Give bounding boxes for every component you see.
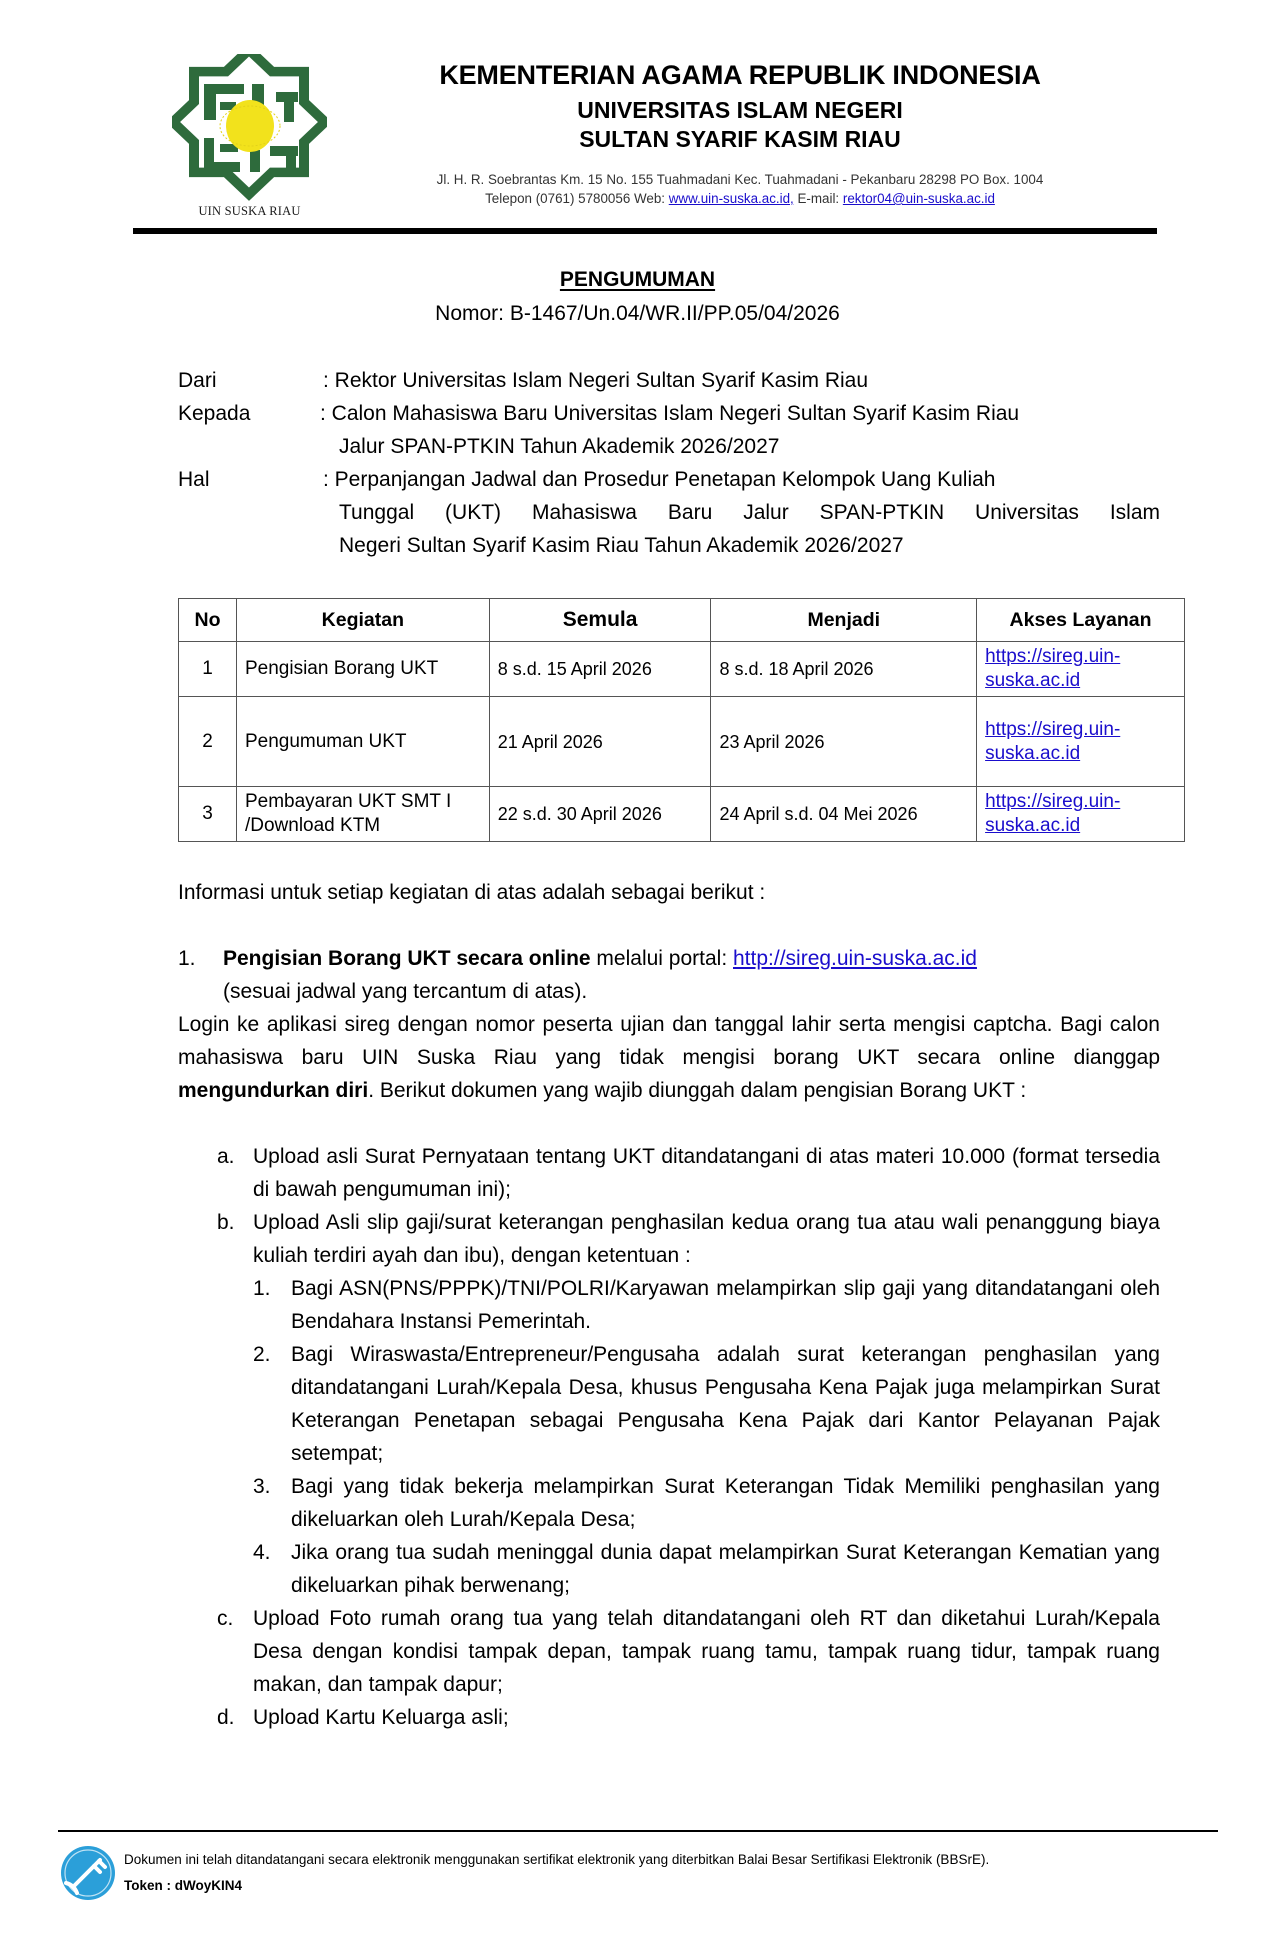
provision-text: Bagi Wiraswasta/Entrepreneur/Pengusaha adalah surat keterangan penghasilan yang ditandatangani Lurah/Kepala Desa, khusus Pengusaha Kena Pajak juga melampirkan Surat Keterangan Penetapan sebagai Pengusaha Kena Pajak dari Kantor Pelayanan Pajak setempat; (291, 1343, 1160, 1465)
cell-menjadi: 24 April s.d. 04 Mei 2026 (711, 787, 977, 842)
to-label: Kepada (178, 402, 251, 425)
bsre-key-icon (58, 1843, 118, 1903)
phone-text: Telepon (0761) 5780056 Web: (485, 191, 669, 206)
university-name-line1: UNIVERSITAS ISLAM NEGERI (577, 97, 903, 123)
header-kegiatan: Kegiatan (236, 599, 489, 642)
sireg-link[interactable] (985, 646, 1120, 691)
provision-marker: 2. (253, 1343, 271, 1366)
university-logo (172, 54, 327, 222)
website-link[interactable]: www.uin-suska.ac.id, (668, 191, 794, 206)
ministry-name: KEMENTERIAN AGAMA REPUBLIK INDONESIA (439, 60, 1041, 90)
from-value: : Rektor Universitas Islam Negeri Sultan Syarif Kasim Riau (323, 369, 869, 392)
from-label: Dari (178, 369, 217, 392)
login-text-1: Login ke aplikasi sireg dengan nomor peserta ujian dan tanggal lahir serta mengisi captcha. Bagi calon mahasiswa baru UIN Suska Riau yang tidak mengisi borang UKT secara online dianggap (178, 1013, 1160, 1069)
list-item-1-bold: Pengisian Borang UKT secara online (223, 947, 591, 970)
meta-from (178, 364, 1160, 397)
cell-semula: 8 s.d. 15 April 2026 (489, 642, 711, 697)
header-akses: Akses Layanan (977, 599, 1185, 642)
cell-kegiatan: Pembayaran UKT SMT I /Download KTM (236, 787, 489, 842)
uin-suska-emblem-icon (172, 54, 327, 202)
provision-4 (253, 1536, 1160, 1602)
letterhead-divider (133, 228, 1157, 234)
e-signature-note: Dokumen ini telah ditandatangani secara elektronik menggunakan sertifikat elektronik yang diterbitkan Balai Besar Sertifikasi Elektronik (BBSrE). (124, 1852, 990, 1867)
cell-kegiatan: Pengumuman UKT (236, 697, 489, 787)
cell-akses (977, 787, 1185, 842)
sub-item-marker: d. (217, 1706, 235, 1729)
cell-kegiatan: Pengisian Borang UKT (236, 642, 489, 697)
to-value-line2: Jalur SPAN-PTKIN Tahun Akademik 2026/2027 (339, 435, 780, 458)
signature-token: Token : dWoyKIN4 (124, 1878, 243, 1893)
list-item-1-portal-label: melalui portal: (590, 947, 733, 970)
link-part1: https://sireg.uin- (985, 718, 1121, 740)
list-item-1-number: 1. (178, 947, 196, 970)
subject-label: Hal (178, 468, 210, 491)
schedule-table (178, 598, 1185, 842)
logo-caption: UIN SUSKA RIAU (198, 204, 301, 218)
link-part1: https://sireg.uin- (985, 646, 1121, 667)
list-item-1-cont: (sesuai jadwal yang tercantum di atas). (223, 980, 588, 1003)
provision-text: Bagi ASN(PNS/PPPK)/TNI/POLRI/Karyawan melampirkan slip gaji yang ditandatangani oleh Bendahara Instansi Pemerintah. (291, 1277, 1160, 1333)
sub-item-a (217, 1140, 1160, 1206)
meta-subject (178, 463, 1160, 562)
cell-akses (977, 642, 1185, 697)
cell-menjadi: 8 s.d. 18 April 2026 (711, 642, 977, 697)
subject-value-line1: : Perpanjangan Jadwal dan Prosedur Penetapan Kelompok Uang Kuliah (323, 468, 996, 491)
university-name-line2: SULTAN SYARIF KASIM RIAU (579, 126, 901, 152)
provision-marker: 3. (253, 1475, 271, 1498)
table-row (179, 642, 1185, 697)
login-paragraph (178, 1008, 1160, 1107)
email-link[interactable]: rektor04@uin-suska.ac.id (842, 191, 995, 206)
link-part2: suska.ac.id (985, 815, 1081, 836)
meta-to (178, 397, 1160, 463)
intro-paragraph: Informasi untuk setiap kegiatan di atas adalah sebagai berikut : (178, 881, 766, 904)
sub-item-text: Upload asli Surat Pernyataan tentang UKT ditandatangani di atas materi 10.000 (format tersedia di bawah pengumuman ini); (253, 1145, 1160, 1201)
table-row (179, 787, 1185, 842)
sub-item-text: Upload Kartu Keluarga asli; (253, 1706, 509, 1729)
subject-value-line2: Tunggal (UKT) Mahasiswa Baru Jalur SPAN-PTKIN Universitas Islam (339, 501, 1160, 524)
subject-value-line3: Negeri Sultan Syarif Kasim Riau Tahun Akademik 2026/2027 (339, 534, 904, 557)
footer-divider (58, 1830, 1218, 1832)
provision-marker: 4. (253, 1541, 271, 1564)
email-label: E-mail: (793, 191, 843, 206)
announcement-title-text: PENGUMUMAN (559, 268, 716, 291)
sireg-portal-link[interactable]: http://sireg.uin-suska.ac.id (733, 947, 977, 970)
provision-2 (253, 1338, 1160, 1470)
table-row (179, 697, 1185, 787)
link-part2: suska.ac.id (985, 670, 1081, 691)
sub-item-d (217, 1701, 1160, 1734)
cell-semula: 21 April 2026 (489, 697, 711, 787)
cell-semula: 22 s.d. 30 April 2026 (489, 787, 711, 842)
table-header-row (179, 599, 1185, 642)
sireg-link[interactable] (985, 791, 1120, 836)
provision-text: Bagi yang tidak bekerja melampirkan Surat Keterangan Tidak Memiliki penghasilan yang dikeluarkan oleh Lurah/Kepala Desa; (291, 1475, 1160, 1531)
header-semula: Semula (489, 599, 711, 642)
provision-text: Jika orang tua sudah meninggal dunia dapat melampirkan Surat Keterangan Kematian yang dikeluarkan pihak berwenang; (291, 1541, 1160, 1597)
contact-line (330, 191, 1150, 206)
cell-no: 3 (179, 787, 237, 842)
address-line: Jl. H. R. Soebrantas Km. 15 No. 155 Tuahmadani Kec. Tuahmadani - Pekanbaru 28298 PO Box. 1004 (436, 172, 1044, 187)
to-value-line1: : Calon Mahasiswa Baru Universitas Islam Negeri Sultan Syarif Kasim Riau (320, 402, 1020, 425)
sub-item-marker: b. (217, 1211, 235, 1234)
cell-menjadi: 23 April 2026 (711, 697, 977, 787)
announcement-number: Nomor: B-1467/Un.04/WR.II/PP.05/04/2026 (435, 302, 840, 325)
link-part1: https://sireg.uin- (985, 791, 1121, 812)
sireg-link[interactable] (985, 719, 1120, 764)
sub-item-text: Upload Asli slip gaji/surat keterangan penghasilan kedua orang tua atau wali penanggung biaya kuliah terdiri ayah dan ibu), dengan ketentuan : (253, 1211, 1160, 1267)
sub-item-marker: c. (217, 1607, 234, 1630)
list-item-1 (178, 942, 1160, 1008)
announcement-title (0, 268, 1275, 292)
sub-item-b (217, 1206, 1160, 1272)
cell-akses (977, 697, 1185, 787)
provision-marker: 1. (253, 1277, 271, 1300)
list-item-1-text (178, 942, 1160, 1008)
sub-item-marker: a. (217, 1145, 235, 1168)
login-text-2: . Berikut dokumen yang wajib diunggah dalam pengisian Borang UKT : (368, 1079, 1027, 1102)
header-menjadi: Menjadi (711, 599, 977, 642)
cell-no: 2 (179, 697, 237, 787)
sub-item-text: Upload Foto rumah orang tua yang telah ditandatangani oleh RT dan diketahui Lurah/Kepala Desa dengan kondisi tampak depan, tampak ruang tamu, tampak ruang tidur, tampak ruang makan, dan tampak dapur; (253, 1607, 1160, 1696)
login-bold: mengundurkan diri (178, 1079, 369, 1102)
provision-1 (253, 1272, 1160, 1338)
sub-item-c (217, 1602, 1160, 1701)
cell-no: 1 (179, 642, 237, 697)
provision-3 (253, 1470, 1160, 1536)
header-no: No (179, 599, 237, 642)
link-part2: suska.ac.id (985, 742, 1081, 764)
